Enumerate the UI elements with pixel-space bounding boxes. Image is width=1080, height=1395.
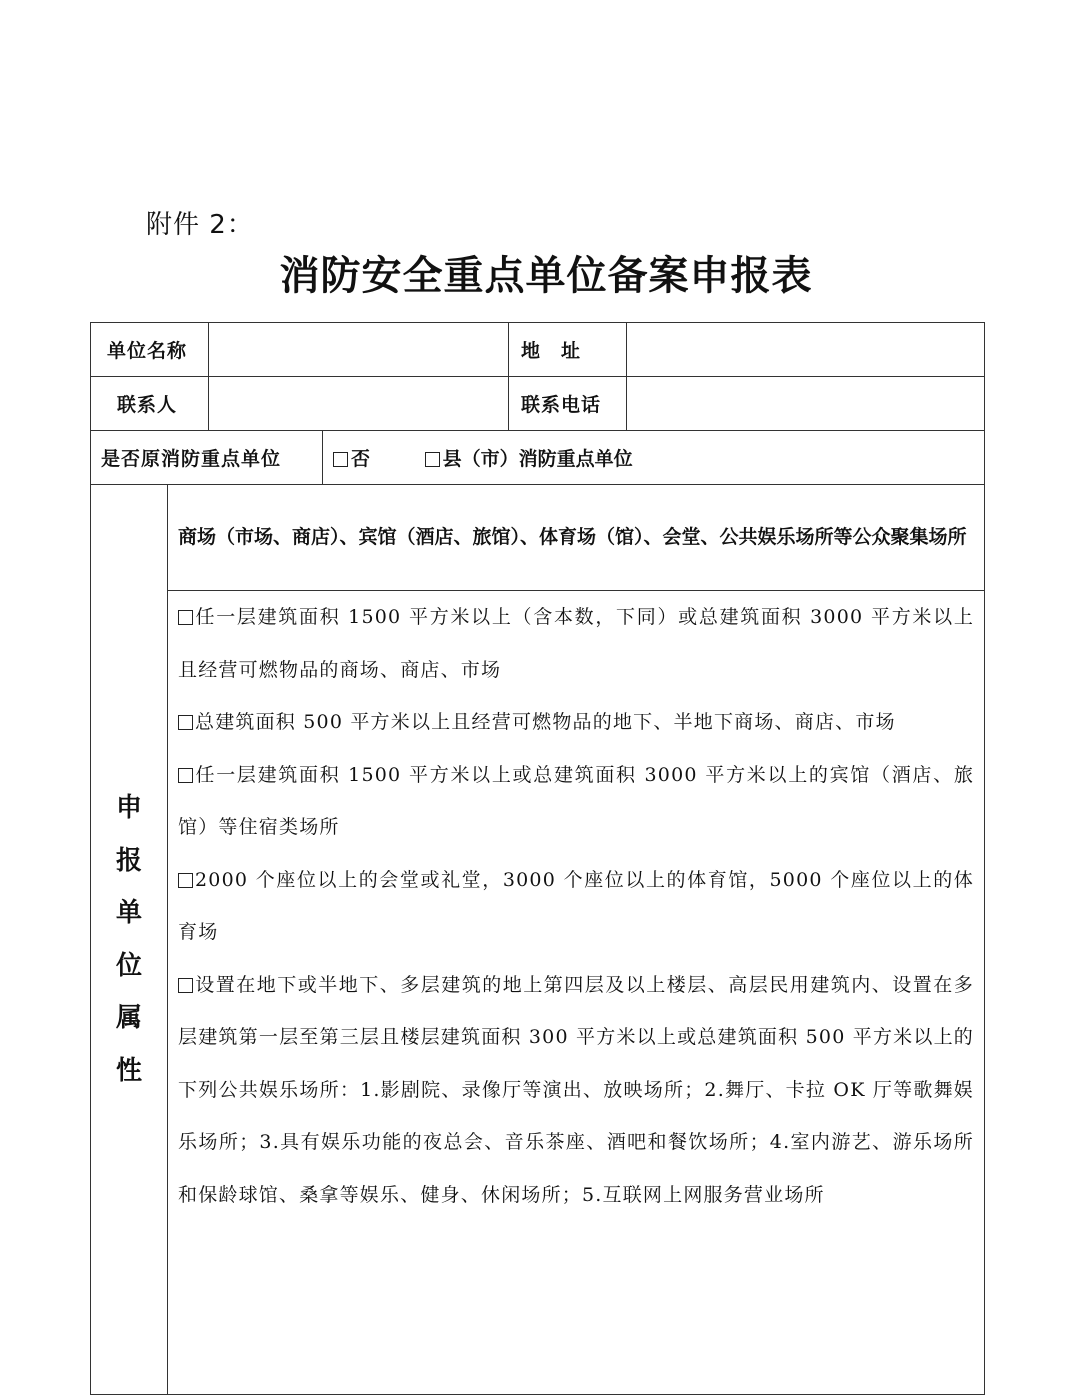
table-row: [91, 377, 985, 431]
list-item[interactable]: 设置在地下或半地下、多层建筑的地上第四层及以上楼层、高层民用建筑内、设置在多层建筑第一层至第三层且楼层建筑面积 300 平方米以上或总建筑面积 500 平方米以上的下列公共娱乐场所：1.影剧院、录像厅等演出、放映场所；2.舞厅、卡拉 OK 厅等歌舞娱乐场所；3.具有娱乐功能的夜总会、音乐茶座、酒吧和餐饮场所；4.室内游艺、游乐场所和保龄球馆、桑拿等娱乐、健身、休闲场所；5.互联网上网服务营业场所: [178, 973, 975, 1206]
table-row: [91, 591, 985, 1395]
attachment-label: 附件 2：: [146, 210, 254, 240]
checkbox[interactable]: [333, 452, 348, 467]
checkbox[interactable]: [178, 978, 193, 993]
address-label: 地 址: [509, 323, 627, 377]
list-item[interactable]: 任一层建筑面积 1500 平方米以上（含本数，下同）或总建筑面积 3000 平方米以上且经营可燃物品的商场、商店、市场: [178, 606, 975, 681]
list-item[interactable]: 2000 个座位以上的会堂或礼堂，3000 个座位以上的体育馆，5000 个座位以上的体育场: [178, 868, 975, 943]
filing-form-table: [90, 322, 985, 1395]
attribute-label: 申 报 单 位 属 性: [91, 485, 168, 1395]
original-key-unit-label: 是否原消防重点单位: [91, 431, 323, 485]
page-title: 消防安全重点单位备案申报表: [279, 252, 813, 299]
address-field[interactable]: [627, 323, 985, 377]
checkbox[interactable]: [178, 873, 193, 888]
category-heading: 商场（市场、商店）、宾馆（酒店、旅馆）、体育场（馆）、会堂、公共娱乐场所等公众聚集场所: [168, 485, 985, 591]
option-county-key-unit[interactable]: 县（市）消防重点单位: [425, 448, 633, 470]
phone-field[interactable]: [627, 377, 985, 431]
table-row: [91, 431, 985, 485]
checkbox[interactable]: [178, 610, 193, 625]
checkbox[interactable]: [425, 452, 440, 467]
original-key-unit-options: [323, 431, 985, 485]
checkbox[interactable]: [178, 768, 193, 783]
unit-name-label: 单位名称: [91, 323, 209, 377]
option-no[interactable]: 否: [333, 448, 370, 470]
attribute-options: [168, 591, 985, 1395]
list-item[interactable]: 任一层建筑面积 1500 平方米以上或总建筑面积 3000 平方米以上的宾馆（酒店、旅馆）等住宿类场所: [178, 763, 975, 838]
unit-name-field[interactable]: [209, 323, 509, 377]
phone-label: 联系电话: [509, 377, 627, 431]
table-row: [91, 323, 985, 377]
checkbox[interactable]: [178, 715, 193, 730]
contact-field[interactable]: [209, 377, 509, 431]
list-item[interactable]: 总建筑面积 500 平方米以上且经营可燃物品的地下、半地下商场、商店、市场: [178, 696, 974, 749]
table-row: [91, 485, 985, 591]
contact-label: 联系人: [91, 377, 209, 431]
